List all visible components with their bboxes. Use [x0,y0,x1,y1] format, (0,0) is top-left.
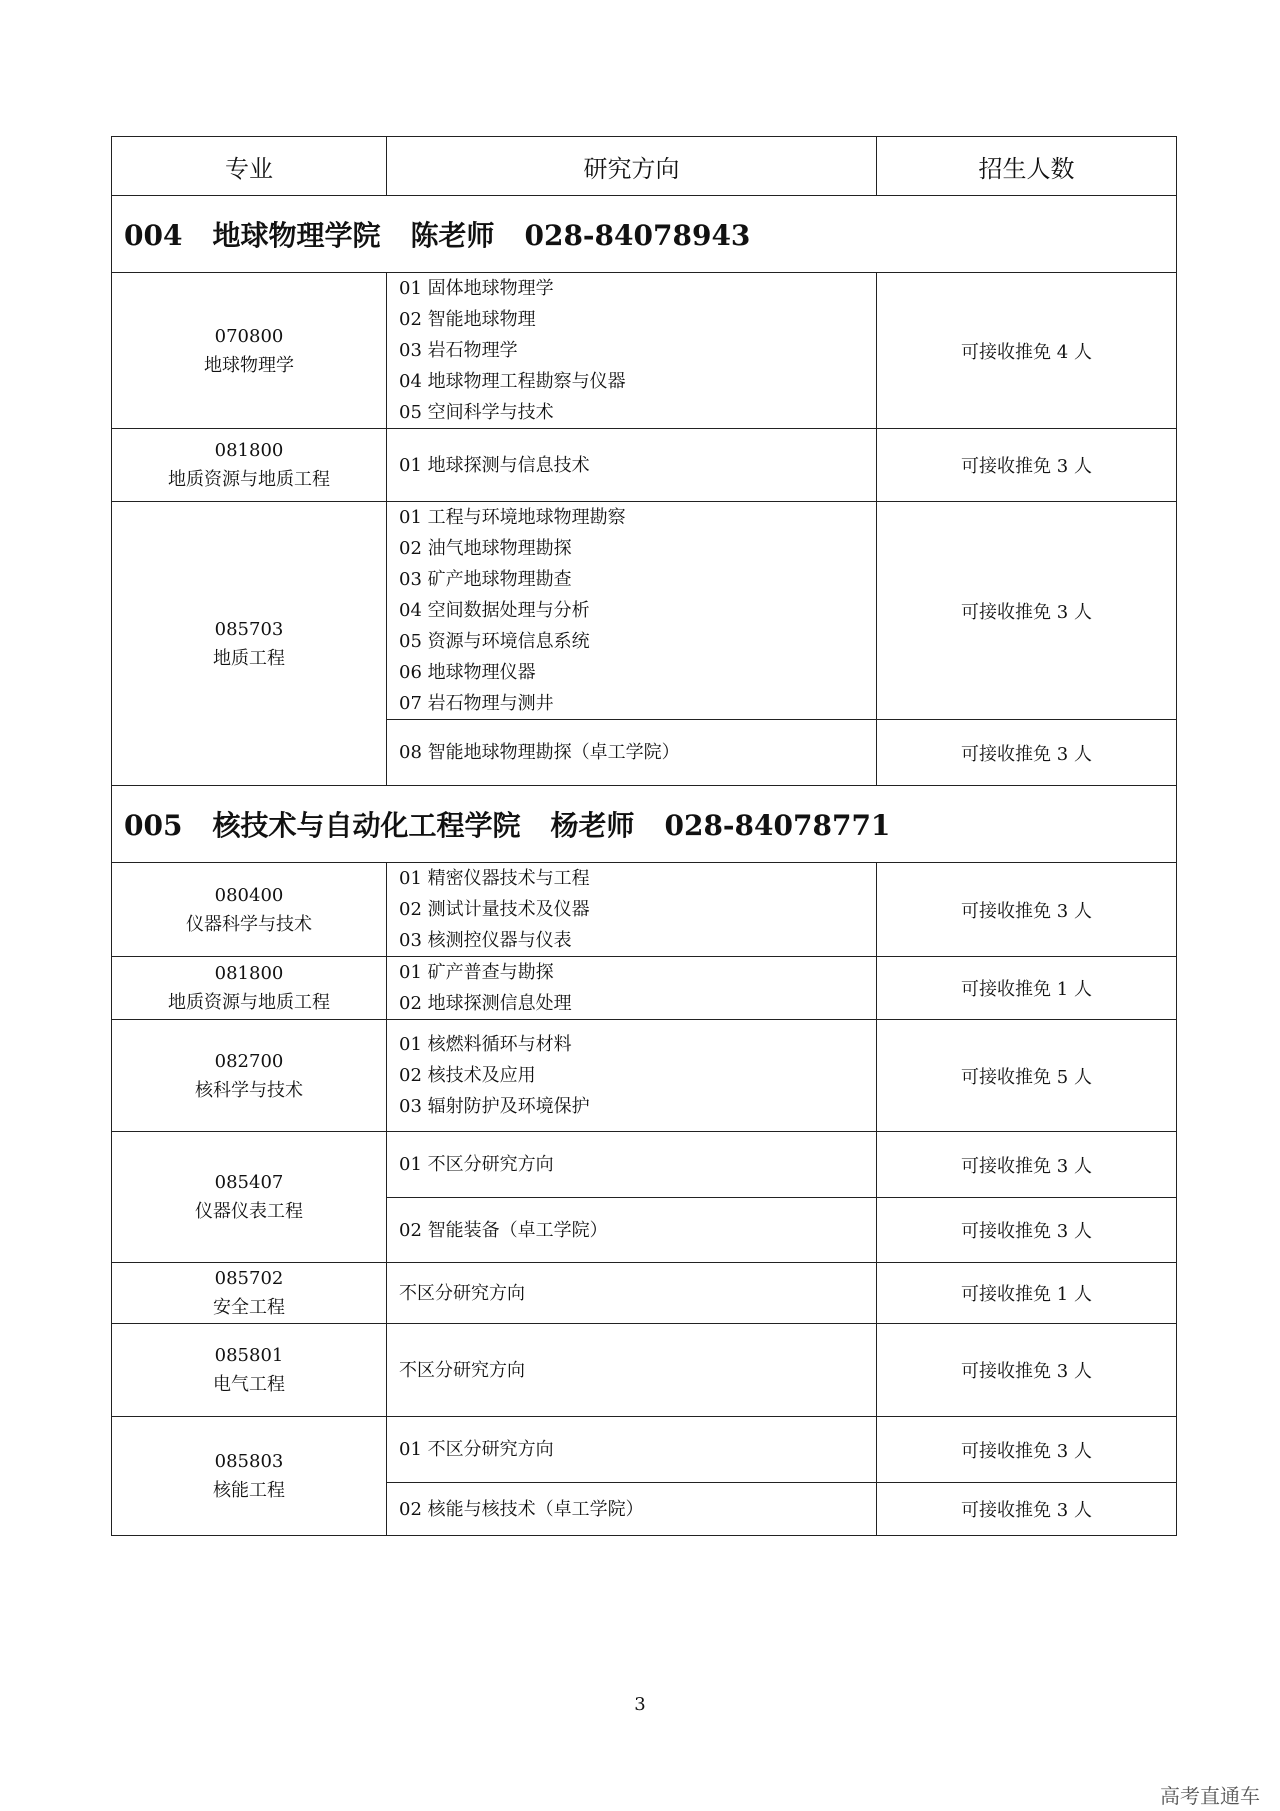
direction-cell [387,1198,877,1263]
major-cell [112,1263,387,1324]
section-contact: 杨老师 [550,809,635,842]
direction-item: 07 岩石物理与测井 [399,693,554,714]
direction-cell [387,429,877,502]
direction-item: 02 核技术及应用 [399,1065,536,1086]
direction-item: 03 核测控仪器与仪表 [399,930,572,951]
major-name: 地球物理学 [204,354,294,376]
direction-cell [387,1020,877,1132]
direction-cell [387,273,877,429]
quota-cell: 可接收推免 3 人 [877,502,1177,720]
section-code: 004 [124,219,183,252]
direction-item: 05 空间科学与技术 [399,402,554,423]
major-cell [112,957,387,1020]
table-header-row [112,137,1177,196]
major-cell [112,863,387,957]
section-school: 核技术与自动化工程学院 [212,809,521,842]
section-header [112,786,1177,863]
major-name: 安全工程 [213,1297,285,1318]
direction-cell [387,1132,877,1198]
watermark: 高考直通车 [1160,1784,1260,1808]
section-header-row [112,786,1177,863]
table-row [112,502,1177,720]
direction-item: 01 工程与环境地球物理勘察 [399,507,626,528]
quota-cell: 可接收推免 3 人 [877,863,1177,957]
direction-item: 03 辐射防护及环境保护 [399,1096,590,1117]
direction-cell [387,720,877,786]
major-cell [112,502,387,786]
section-header [112,196,1177,273]
direction-item: 02 智能地球物理 [399,309,536,330]
direction-item: 02 智能装备（卓工学院） [399,1219,608,1241]
direction-item: 02 测试计量技术及仪器 [399,899,590,920]
major-name: 地质资源与地质工程 [168,992,330,1013]
section-code: 005 [124,809,183,842]
direction-item: 01 矿产普查与勘探 [399,962,554,983]
table-row [112,1020,1177,1132]
major-name: 电气工程 [213,1374,285,1395]
header-quota: 招生人数 [877,137,1177,196]
table-row [112,863,1177,957]
quota-cell: 可接收推免 1 人 [877,957,1177,1020]
direction-item: 03 岩石物理学 [399,340,518,361]
table-row [112,1324,1177,1417]
quota-cell: 可接收推免 3 人 [877,1198,1177,1263]
major-name: 核科学与技术 [195,1079,303,1101]
direction-item: 05 资源与环境信息系统 [399,631,590,652]
direction-item: 03 矿产地球物理勘查 [399,569,572,590]
section-phone: 028-84078943 [524,219,751,252]
section-school: 地球物理学院 [212,219,381,252]
direction-item: 01 不区分研究方向 [399,1439,554,1460]
major-cell [112,1020,387,1132]
direction-cell [387,957,877,1020]
table-row [112,273,1177,429]
major-code: 085803 [214,1451,284,1472]
quota-cell: 可接收推免 3 人 [877,720,1177,786]
direction-item: 不区分研究方向 [399,1282,525,1304]
major-cell [112,1132,387,1263]
direction-item: 02 油气地球物理勘探 [399,538,572,559]
major-code: 081800 [214,440,284,461]
table-row [112,429,1177,502]
direction-cell [387,1417,877,1483]
quota-cell: 可接收推免 1 人 [877,1263,1177,1324]
direction-cell [387,1483,877,1536]
major-code: 070800 [214,325,284,347]
header-major: 专业 [112,137,387,196]
direction-item: 04 空间数据处理与分析 [399,600,590,621]
direction-item: 01 固体地球物理学 [399,278,554,299]
major-cell [112,1324,387,1417]
major-code: 085407 [214,1172,284,1193]
major-code: 081800 [214,963,284,984]
section-contact: 陈老师 [410,219,495,252]
major-cell [112,273,387,429]
direction-item: 02 核能与核技术（卓工学院） [399,1498,644,1520]
direction-item: 01 精密仪器技术与工程 [399,868,590,889]
direction-item: 01 地球探测与信息技术 [399,454,590,476]
direction-item: 08 智能地球物理勘探（卓工学院） [399,742,680,763]
major-name: 核能工程 [213,1480,285,1501]
header-direction: 研究方向 [387,137,877,196]
quota-cell: 可接收推免 3 人 [877,1324,1177,1417]
major-code: 085702 [214,1268,284,1289]
major-code: 082700 [214,1050,284,1072]
direction-cell [387,863,877,957]
quota-cell: 可接收推免 3 人 [877,1132,1177,1198]
major-cell [112,1417,387,1536]
direction-item: 不区分研究方向 [399,1359,525,1381]
quota-cell: 可接收推免 4 人 [877,273,1177,429]
direction-cell [387,1263,877,1324]
table-row [112,1417,1177,1483]
quota-cell: 可接收推免 3 人 [877,1417,1177,1483]
table-row [112,1132,1177,1198]
direction-item: 01 核燃料循环与材料 [399,1034,572,1055]
direction-item: 02 地球探测信息处理 [399,993,572,1014]
major-cell [112,429,387,502]
major-name: 仪器仪表工程 [195,1201,303,1222]
major-code: 080400 [214,884,284,906]
major-name: 地质工程 [213,647,285,669]
major-name: 仪器科学与技术 [186,913,312,935]
quota-cell: 可接收推免 5 人 [877,1020,1177,1132]
direction-item: 04 地球物理工程勘察与仪器 [399,371,626,392]
major-code: 085703 [214,618,284,640]
major-name: 地质资源与地质工程 [168,469,330,490]
direction-item: 06 地球物理仪器 [399,662,536,683]
admission-table [111,136,1177,1536]
page-number: 3 [634,1694,646,1715]
admission-table-body [112,137,1177,1536]
section-phone: 028-84078771 [664,809,891,842]
table-row [112,1263,1177,1324]
quota-cell: 可接收推免 3 人 [877,1483,1177,1536]
direction-cell [387,1324,877,1417]
quota-cell: 可接收推免 3 人 [877,429,1177,502]
table-row [112,957,1177,1020]
major-code: 085801 [214,1345,284,1366]
direction-cell [387,502,877,720]
section-header-row [112,196,1177,273]
direction-item: 01 不区分研究方向 [399,1154,554,1175]
